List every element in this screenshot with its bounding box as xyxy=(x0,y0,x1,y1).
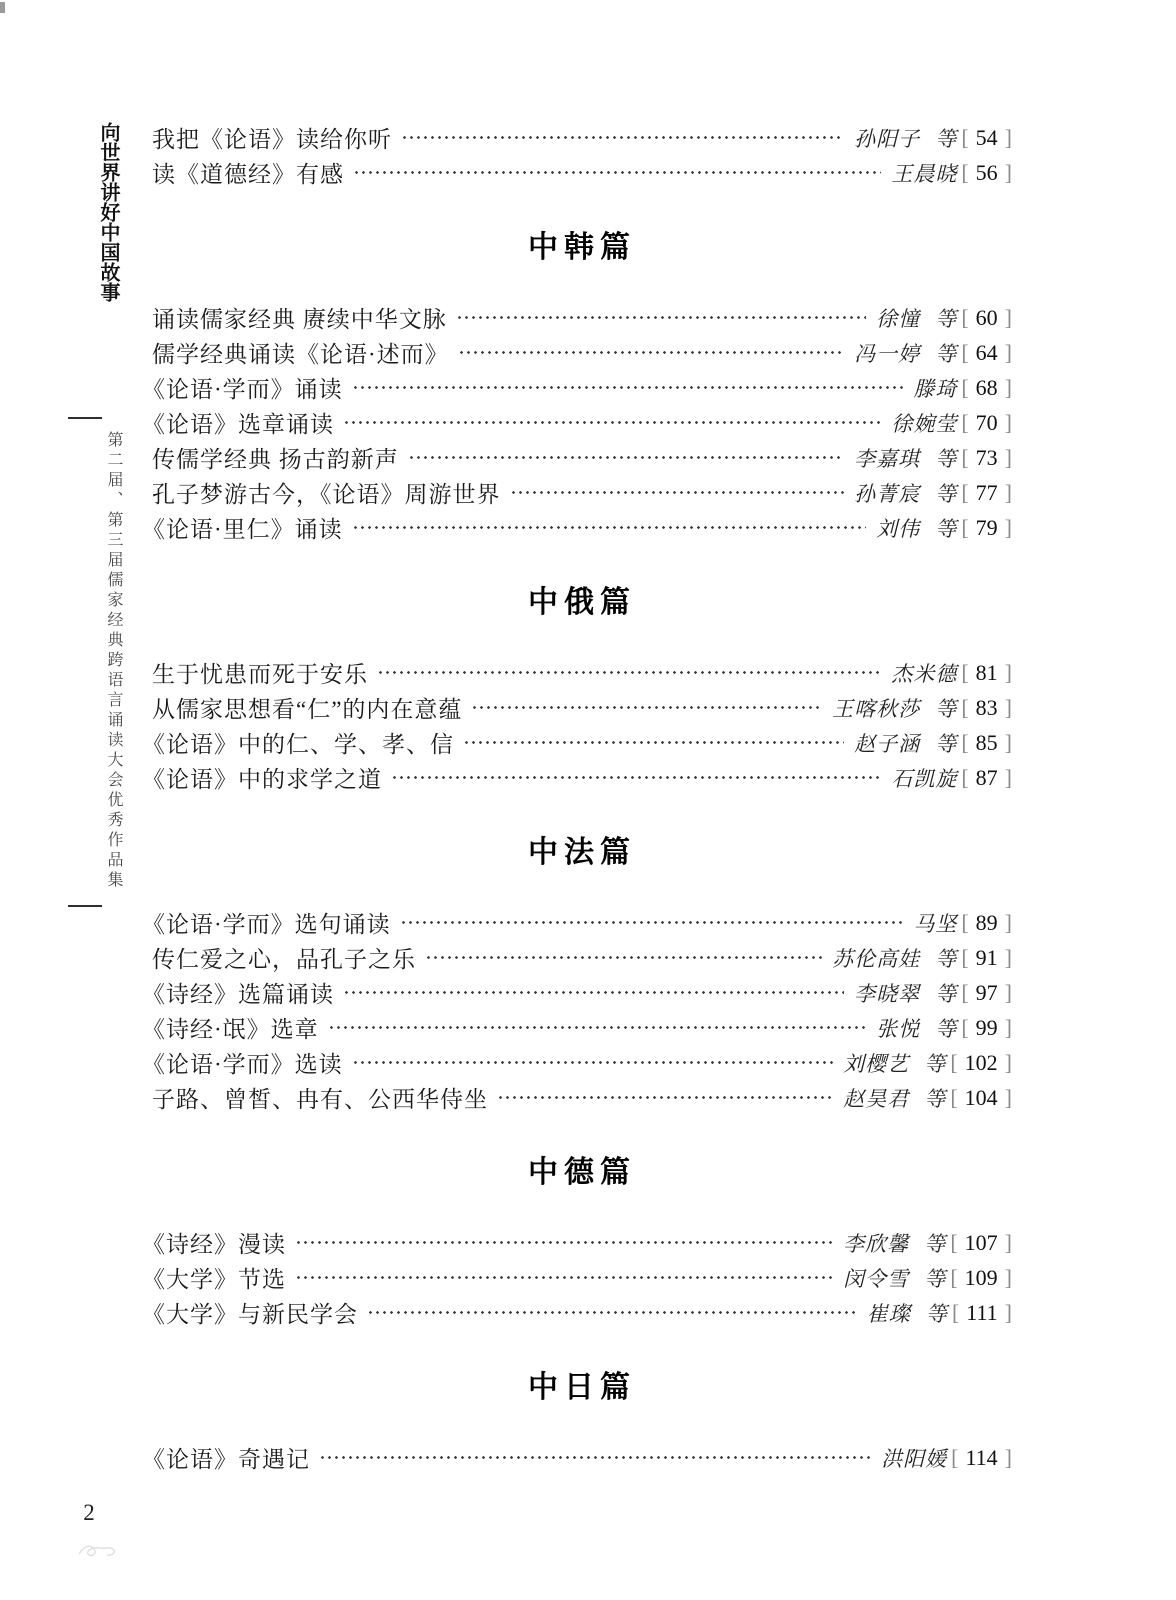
bracket-close-icon: ] xyxy=(1004,1444,1012,1470)
entry-page-number: 104 xyxy=(964,1084,998,1110)
entry-page-number: 77 xyxy=(975,479,998,505)
entry-page-ref xyxy=(961,410,1012,436)
entry-page-number: 89 xyxy=(975,909,998,935)
entry-author: 徐婉莹 xyxy=(891,411,958,436)
toc-section xyxy=(152,120,1012,190)
entry-page-ref xyxy=(961,765,1012,791)
bracket-close-icon: ] xyxy=(1004,1014,1012,1040)
toc-entry xyxy=(142,1225,1012,1260)
entry-title: 《论语》中的求学之道 xyxy=(142,767,382,792)
entry-page-number: 56 xyxy=(975,159,998,185)
toc-entry xyxy=(142,1295,1012,1330)
entry-page-number: 91 xyxy=(975,944,998,970)
dot-leader xyxy=(352,516,866,539)
dot-leader xyxy=(497,1086,833,1109)
toc xyxy=(142,120,1012,1475)
entry-page-number: 107 xyxy=(964,1229,998,1255)
toc-entry xyxy=(142,760,1012,795)
book-title-vertical: 向世界讲好中国故事 xyxy=(97,122,119,302)
entry-page-ref xyxy=(961,1015,1012,1041)
bracket-close-icon: ] xyxy=(1004,1299,1012,1325)
sidebar xyxy=(66,0,122,1600)
entry-title: 《大学》节选 xyxy=(142,1267,286,1292)
entry-author: 杰米德 xyxy=(891,661,958,686)
toc-entry xyxy=(142,975,1012,1010)
dot-leader xyxy=(391,766,881,789)
entry-author: 孙阳子 等 xyxy=(854,126,958,151)
dot-leader xyxy=(295,1266,833,1289)
toc-entry xyxy=(142,725,1012,760)
entry-page-ref xyxy=(961,660,1012,686)
bracket-close-icon: ] xyxy=(1004,909,1012,935)
entry-author: 赵昊君 等 xyxy=(843,1086,947,1111)
entry-author: 李嘉琪 等 xyxy=(854,446,958,471)
entry-author: 王喀秋莎 等 xyxy=(832,696,958,721)
toc-section xyxy=(142,228,1012,545)
entry-title: 《论语·里仁》诵读 xyxy=(142,517,343,542)
bracket-open-icon: [ xyxy=(961,514,969,540)
entry-author: 马坚 xyxy=(913,911,958,936)
sidebar-divider-bottom xyxy=(68,905,102,907)
entry-page-number: 99 xyxy=(975,1014,998,1040)
bracket-close-icon: ] xyxy=(1004,1084,1012,1110)
entry-title: 《诗经》选篇诵读 xyxy=(142,982,334,1007)
bracket-open-icon: [ xyxy=(950,1084,958,1110)
entry-author: 洪阳媛 xyxy=(881,1446,948,1471)
entry-page-ref xyxy=(961,160,1012,186)
toc-entry xyxy=(152,300,1012,335)
toc-entry xyxy=(152,475,1012,510)
bracket-close-icon: ] xyxy=(1004,694,1012,720)
dot-leader xyxy=(456,306,866,329)
entry-title: 《论语·学而》选读 xyxy=(142,1052,343,1077)
entry-author: 刘伟 等 xyxy=(876,516,958,541)
sidebar-divider-top xyxy=(68,417,102,419)
entry-page-ref xyxy=(961,910,1012,936)
toc-entry xyxy=(152,690,1012,725)
bracket-open-icon: [ xyxy=(951,1444,959,1470)
section-heading: 中日篇 xyxy=(528,1371,636,1404)
toc-entry xyxy=(142,1010,1012,1045)
entry-page-ref xyxy=(961,125,1012,151)
entry-title: 《大学》与新民学会 xyxy=(142,1302,358,1327)
entry-title: 从儒家思想看“仁”的内在意蕴 xyxy=(152,697,463,722)
entry-page-ref xyxy=(950,1050,1012,1076)
entry-page-number: 64 xyxy=(975,339,998,365)
entry-page-ref xyxy=(950,1230,1012,1256)
bracket-open-icon: [ xyxy=(950,1264,958,1290)
entry-page-number: 54 xyxy=(975,124,998,150)
entry-page-number: 111 xyxy=(966,1299,998,1325)
bracket-open-icon: [ xyxy=(961,909,969,935)
bracket-open-icon: [ xyxy=(961,659,969,685)
toc-entry xyxy=(152,440,1012,475)
toc-entry xyxy=(142,1045,1012,1080)
entry-title: 《诗经》漫读 xyxy=(142,1232,286,1257)
toc-entry xyxy=(152,940,1012,975)
dot-leader xyxy=(367,1301,857,1324)
toc-entry xyxy=(152,120,1012,155)
toc-entry xyxy=(152,1080,1012,1115)
toc-entry xyxy=(142,510,1012,545)
entry-page-number: 83 xyxy=(975,694,998,720)
entry-author: 李晓翠 等 xyxy=(854,981,958,1006)
bracket-open-icon: [ xyxy=(961,304,969,330)
page-number: 2 xyxy=(83,1500,95,1525)
bracket-close-icon: ] xyxy=(1004,304,1012,330)
toc-entry xyxy=(152,155,1012,190)
scan-artifact xyxy=(0,2,5,13)
dot-leader xyxy=(510,481,845,504)
toc-entry xyxy=(152,335,1012,370)
dot-leader xyxy=(471,696,822,719)
bracket-close-icon: ] xyxy=(1004,444,1012,470)
entry-page-ref xyxy=(961,730,1012,756)
entry-page-number: 79 xyxy=(975,514,998,540)
entry-title: 《论语·学而》诵读 xyxy=(142,377,343,402)
dot-leader xyxy=(352,376,904,399)
entry-author: 李欣馨 等 xyxy=(843,1231,947,1256)
entry-author: 闵令雪 等 xyxy=(843,1266,947,1291)
entry-author: 徐憧 等 xyxy=(876,306,958,331)
bracket-open-icon: [ xyxy=(961,409,969,435)
entry-title: 诵读儒家经典 赓续中华文脉 xyxy=(152,307,447,332)
entry-page-ref xyxy=(961,515,1012,541)
entry-page-ref xyxy=(961,305,1012,331)
entry-page-ref xyxy=(961,375,1012,401)
entry-title: 《论语》中的仁、学、孝、信 xyxy=(142,732,454,757)
bracket-open-icon: [ xyxy=(961,944,969,970)
bracket-open-icon: [ xyxy=(961,124,969,150)
bracket-open-icon: [ xyxy=(961,339,969,365)
entry-author: 冯一婷 等 xyxy=(854,341,958,366)
dot-leader xyxy=(408,446,844,469)
dot-leader xyxy=(328,1016,866,1039)
dot-leader xyxy=(353,161,881,184)
toc-entry xyxy=(142,905,1012,940)
entry-title: 《论语》选章诵读 xyxy=(142,412,334,437)
entry-page-number: 68 xyxy=(975,374,998,400)
bracket-open-icon: [ xyxy=(951,1299,960,1325)
bracket-open-icon: [ xyxy=(961,479,969,505)
bracket-open-icon: [ xyxy=(950,1049,958,1075)
entry-author: 赵子涵 等 xyxy=(854,731,958,756)
bracket-open-icon: [ xyxy=(961,159,969,185)
toc-entry xyxy=(142,405,1012,440)
entry-page-number: 109 xyxy=(964,1264,998,1290)
dot-leader xyxy=(458,341,844,364)
entry-title: 子路、曾皙、冉有、公西华侍坐 xyxy=(152,1087,488,1112)
entry-page-number: 73 xyxy=(975,444,998,470)
bracket-close-icon: ] xyxy=(1004,659,1012,685)
entry-page-ref xyxy=(961,695,1012,721)
dot-leader xyxy=(343,411,881,434)
dot-leader xyxy=(352,1051,833,1074)
section-heading: 中德篇 xyxy=(528,1156,636,1189)
entry-title: 传儒学经典 扬古韵新声 xyxy=(152,447,399,472)
entry-page-ref xyxy=(961,980,1012,1006)
entry-page-number: 87 xyxy=(975,764,998,790)
entry-page-number: 60 xyxy=(975,304,998,330)
bracket-close-icon: ] xyxy=(1004,514,1012,540)
dot-leader xyxy=(425,946,822,969)
entry-title: 读《道德经》有感 xyxy=(152,162,344,187)
entry-author: 滕琦 xyxy=(913,376,958,401)
dot-leader xyxy=(319,1446,871,1469)
entry-page-number: 114 xyxy=(965,1444,998,1470)
bracket-close-icon: ] xyxy=(1004,764,1012,790)
entry-author: 石凯旋 xyxy=(891,766,958,791)
bracket-open-icon: [ xyxy=(961,444,969,470)
entry-title: 儒学经典诵读《论语·述而》 xyxy=(152,342,449,367)
bracket-close-icon: ] xyxy=(1004,944,1012,970)
entry-page-number: 97 xyxy=(975,979,998,1005)
bracket-open-icon: [ xyxy=(961,694,969,720)
bracket-open-icon: [ xyxy=(961,764,969,790)
entry-author: 苏伦高娃 等 xyxy=(832,946,958,971)
toc-entry xyxy=(142,370,1012,405)
bracket-open-icon: [ xyxy=(961,1014,969,1040)
toc-entry xyxy=(142,1440,1012,1475)
entry-author: 崔璨 等 xyxy=(866,1301,948,1326)
bracket-close-icon: ] xyxy=(1004,479,1012,505)
section-heading: 中韩篇 xyxy=(528,231,636,264)
entry-page-ref xyxy=(961,945,1012,971)
bracket-close-icon: ] xyxy=(1004,339,1012,365)
entry-page-number: 81 xyxy=(975,659,998,685)
toc-section xyxy=(142,1153,1012,1330)
series-title-vertical: 第二届、第三届儒家经典跨语言诵读大会优秀作品集 xyxy=(105,431,122,891)
entry-page-ref xyxy=(952,1300,1012,1326)
toc-section xyxy=(142,583,1012,795)
dot-leader xyxy=(343,981,844,1004)
toc-entry xyxy=(142,1260,1012,1295)
dot-leader xyxy=(401,126,844,149)
dot-leader xyxy=(400,911,904,934)
entry-page-number: 85 xyxy=(975,729,998,755)
bracket-close-icon: ] xyxy=(1004,1049,1012,1075)
entry-page-number: 102 xyxy=(964,1049,998,1075)
dot-leader xyxy=(463,731,844,754)
bracket-open-icon: [ xyxy=(961,729,969,755)
ink-flourish xyxy=(76,1536,120,1564)
entry-page-number: 70 xyxy=(975,409,998,435)
section-heading: 中俄篇 xyxy=(528,586,636,619)
bracket-close-icon: ] xyxy=(1004,1264,1012,1290)
entry-title: 《论语》奇遇记 xyxy=(142,1447,310,1472)
bracket-close-icon: ] xyxy=(1004,124,1012,150)
entry-title: 传仁爱之心，品孔子之乐 xyxy=(152,947,416,972)
entry-page-ref xyxy=(961,340,1012,366)
bracket-close-icon: ] xyxy=(1004,159,1012,185)
bracket-close-icon: ] xyxy=(1004,374,1012,400)
entry-page-ref xyxy=(950,1085,1012,1111)
entry-page-ref xyxy=(961,480,1012,506)
entry-title: 我把《论语》读给你听 xyxy=(152,127,392,152)
bracket-open-icon: [ xyxy=(950,1229,958,1255)
toc-section xyxy=(142,1368,1012,1475)
entry-title: 《论语·学而》选句诵读 xyxy=(142,912,391,937)
entry-page-ref xyxy=(950,1265,1012,1291)
toc-section xyxy=(142,833,1012,1115)
section-heading: 中法篇 xyxy=(528,836,636,869)
entry-title: 生于忧患而死于安乐 xyxy=(152,662,368,687)
bracket-close-icon: ] xyxy=(1004,409,1012,435)
entry-author: 王晨晓 xyxy=(891,161,958,186)
entry-page-ref xyxy=(961,445,1012,471)
bracket-open-icon: [ xyxy=(961,979,969,1005)
entry-page-ref xyxy=(951,1445,1012,1471)
entry-author: 张悦 等 xyxy=(876,1016,958,1041)
toc-entry xyxy=(152,655,1012,690)
entry-author: 孙菁宸 等 xyxy=(854,481,958,506)
bracket-close-icon: ] xyxy=(1004,729,1012,755)
bracket-open-icon: [ xyxy=(961,374,969,400)
bracket-close-icon: ] xyxy=(1004,1229,1012,1255)
bracket-close-icon: ] xyxy=(1004,979,1012,1005)
entry-author: 刘樱艺 等 xyxy=(843,1051,947,1076)
dot-leader xyxy=(377,661,881,684)
dot-leader xyxy=(295,1231,833,1254)
entry-title: 孔子梦游古今，《论语》周游世界 xyxy=(152,482,501,507)
entry-title: 《诗经·氓》选章 xyxy=(142,1017,319,1042)
